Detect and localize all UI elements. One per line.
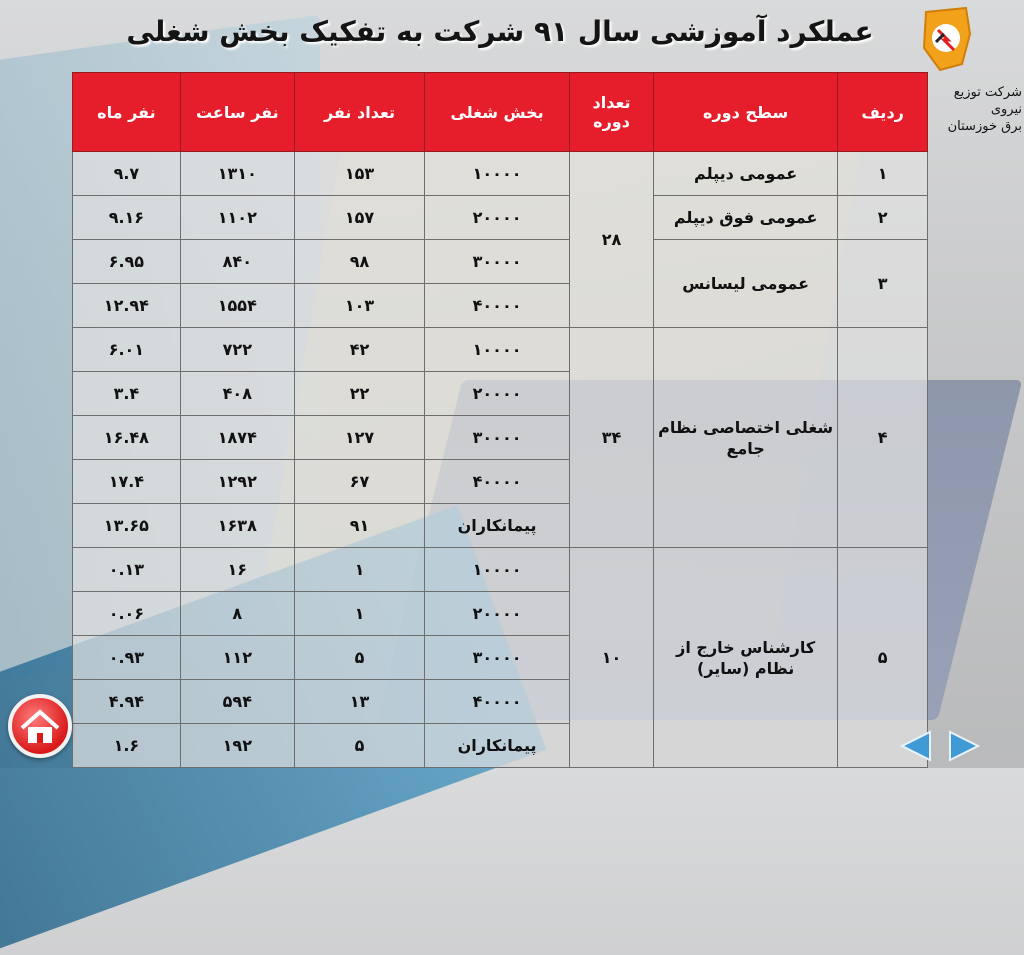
header-radif: ردیف xyxy=(838,73,928,152)
sector-cell: ۲۰۰۰۰ xyxy=(425,196,570,240)
months-cell: ۰.۰۶ xyxy=(73,592,181,636)
sector-cell: ۱۰۰۰۰ xyxy=(425,328,570,372)
radif-cell: ۳ xyxy=(838,240,928,328)
hours-cell: ۱۶۳۸ xyxy=(180,504,294,548)
people-cell: ۱۰۳ xyxy=(294,284,424,328)
table-row xyxy=(73,328,928,372)
months-cell: ۱۲.۹۴ xyxy=(73,284,181,328)
people-cell: ۹۱ xyxy=(294,504,424,548)
months-cell: ۳.۴ xyxy=(73,372,181,416)
months-cell: ۶.۹۵ xyxy=(73,240,181,284)
table-row xyxy=(73,152,928,196)
radif-cell: ۵ xyxy=(838,548,928,768)
months-cell: ۱۷.۴ xyxy=(73,460,181,504)
months-cell: ۹.۷ xyxy=(73,152,181,196)
course-count-cell: ۱۰ xyxy=(570,548,654,768)
company-name-line1: شرکت توزیع نیروی xyxy=(953,85,1022,117)
people-cell: ۱ xyxy=(294,592,424,636)
course-count-cell: ۳۴ xyxy=(570,328,654,548)
months-cell: ۱.۶ xyxy=(73,724,181,768)
hours-cell: ۱۹۲ xyxy=(180,724,294,768)
arrow-right-icon[interactable] xyxy=(946,728,982,764)
sector-cell: ۳۰۰۰۰ xyxy=(425,636,570,680)
level-cell: عمومی فوق دیپلم xyxy=(654,196,838,240)
sector-cell: ۲۰۰۰۰ xyxy=(425,592,570,636)
people-cell: ۵ xyxy=(294,636,424,680)
radif-cell: ۴ xyxy=(838,328,928,548)
people-cell: ۲۲ xyxy=(294,372,424,416)
table-row xyxy=(73,240,928,284)
people-cell: ۵ xyxy=(294,724,424,768)
home-button[interactable] xyxy=(8,694,72,758)
hours-cell: ۱۵۵۴ xyxy=(180,284,294,328)
radif-cell: ۲ xyxy=(838,196,928,240)
hours-cell: ۱۶ xyxy=(180,548,294,592)
radif-cell: ۱ xyxy=(838,152,928,196)
months-cell: ۰.۹۳ xyxy=(73,636,181,680)
months-cell: ۹.۱۶ xyxy=(73,196,181,240)
sector-cell: ۳۰۰۰۰ xyxy=(425,240,570,284)
hours-cell: ۵۹۴ xyxy=(180,680,294,724)
table-row xyxy=(73,548,928,592)
level-cell: عمومی دیپلم xyxy=(654,152,838,196)
people-cell: ۴۲ xyxy=(294,328,424,372)
months-cell: ۰.۱۳ xyxy=(73,548,181,592)
sector-cell: ۳۰۰۰۰ xyxy=(425,416,570,460)
sector-cell: ۱۰۰۰۰ xyxy=(425,548,570,592)
sector-cell: پیمانکاران xyxy=(425,724,570,768)
people-cell: ۹۸ xyxy=(294,240,424,284)
table-row xyxy=(73,196,928,240)
training-table xyxy=(72,72,928,768)
header-sector: بخش شغلی xyxy=(425,73,570,152)
people-cell: ۱ xyxy=(294,548,424,592)
company-name-line2: برق خوزستان xyxy=(947,119,1022,134)
people-cell: ۱۵۳ xyxy=(294,152,424,196)
hours-cell: ۴۰۸ xyxy=(180,372,294,416)
people-cell: ۱۳ xyxy=(294,680,424,724)
people-cell: ۱۲۷ xyxy=(294,416,424,460)
header-level: سطح دوره xyxy=(654,73,838,152)
hours-cell: ۱۱۰۲ xyxy=(180,196,294,240)
months-cell: ۱۳.۶۵ xyxy=(73,504,181,548)
months-cell: ۶.۰۱ xyxy=(73,328,181,372)
months-cell: ۱۶.۴۸ xyxy=(73,416,181,460)
sector-cell: ۴۰۰۰۰ xyxy=(425,460,570,504)
home-icon xyxy=(12,698,68,754)
company-name xyxy=(922,84,1022,135)
people-cell: ۶۷ xyxy=(294,460,424,504)
level-cell: عمومی لیسانس xyxy=(654,240,838,328)
header-course-count: تعداد دوره xyxy=(570,73,654,152)
hours-cell: ۷۲۲ xyxy=(180,328,294,372)
hours-cell: ۱۱۲ xyxy=(180,636,294,680)
table-header-row xyxy=(73,73,928,152)
sector-cell: پیمانکاران xyxy=(425,504,570,548)
hours-cell: ۸۴۰ xyxy=(180,240,294,284)
hours-cell: ۱۸۷۴ xyxy=(180,416,294,460)
sector-cell: ۴۰۰۰۰ xyxy=(425,284,570,328)
level-cell: کارشناس خارج از نظام (سایر) xyxy=(654,548,838,768)
page-title: عملکرد آموزشی سال ۹۱ شرکت به تفکیک بخش شغلی xyxy=(126,15,874,48)
header-person-months: نفر ماه xyxy=(73,73,181,152)
arrow-left-icon[interactable] xyxy=(898,728,934,764)
people-cell: ۱۵۷ xyxy=(294,196,424,240)
sector-cell: ۴۰۰۰۰ xyxy=(425,680,570,724)
sector-cell: ۲۰۰۰۰ xyxy=(425,372,570,416)
sector-cell: ۱۰۰۰۰ xyxy=(425,152,570,196)
course-count-cell: ۲۸ xyxy=(570,152,654,328)
hours-cell: ۸ xyxy=(180,592,294,636)
months-cell: ۴.۹۴ xyxy=(73,680,181,724)
hours-cell: ۱۳۱۰ xyxy=(180,152,294,196)
header-people: تعداد نفر xyxy=(294,73,424,152)
hours-cell: ۱۲۹۲ xyxy=(180,460,294,504)
level-cell: شغلی اختصاصی نظام جامع xyxy=(654,328,838,548)
header-person-hours: نفر ساعت xyxy=(180,73,294,152)
company-logo xyxy=(918,4,974,74)
